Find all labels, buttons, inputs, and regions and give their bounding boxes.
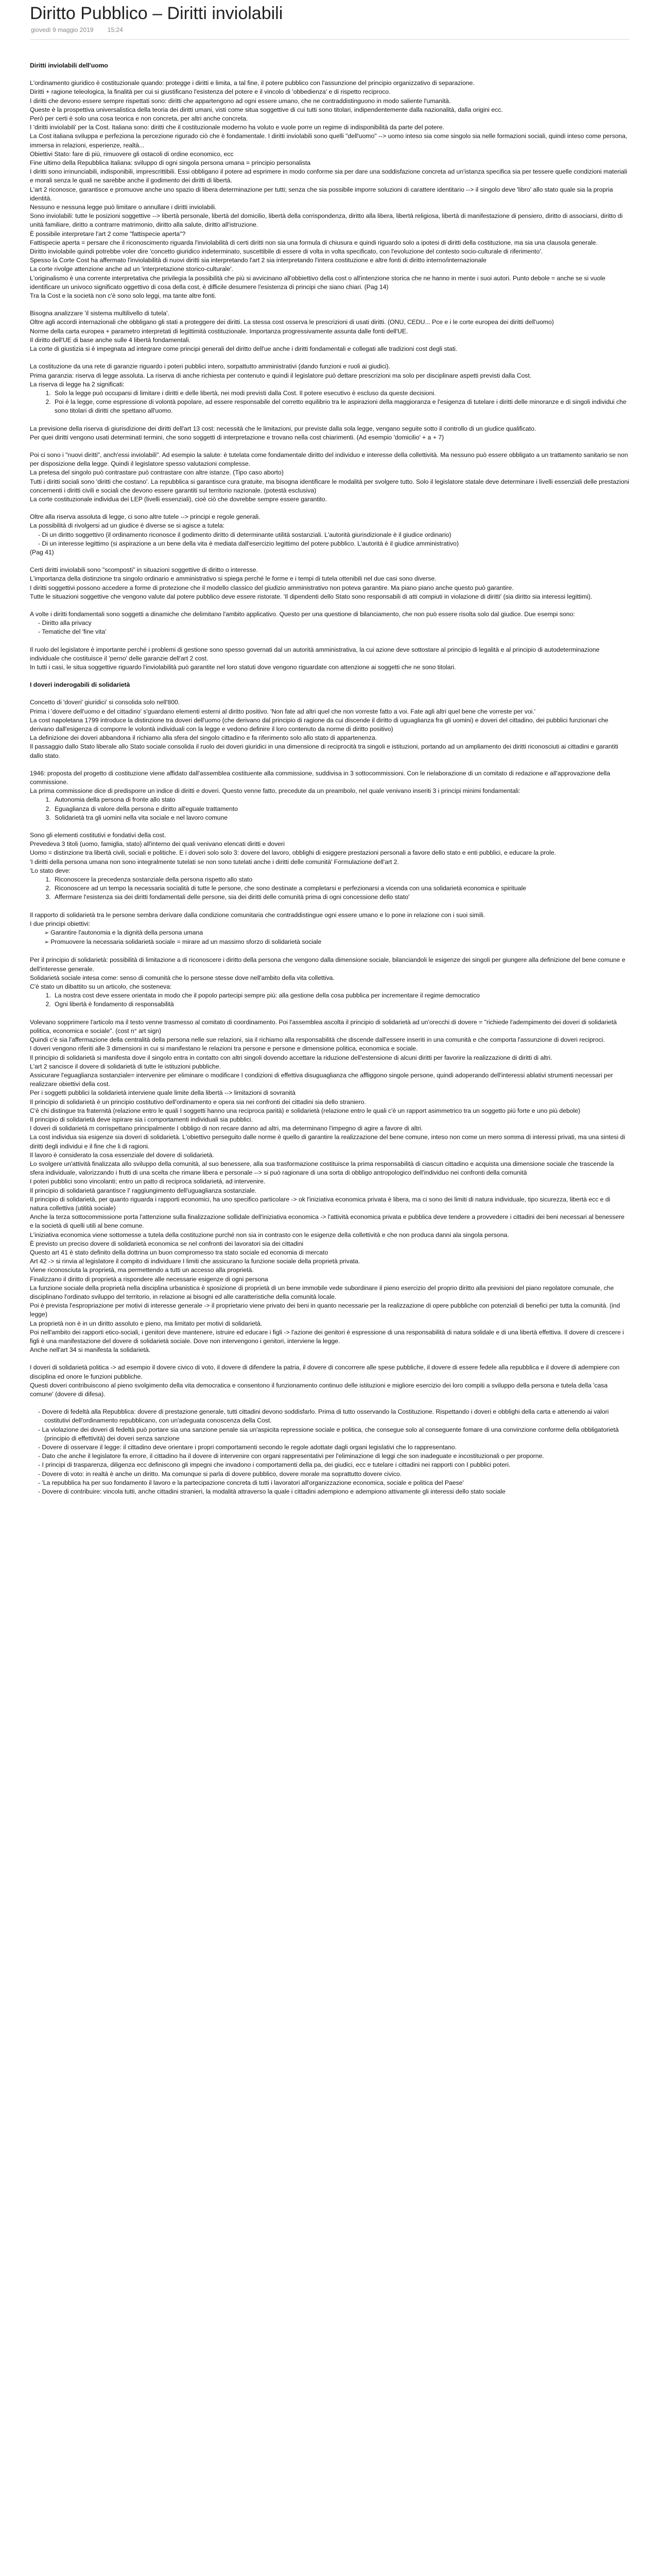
list-item: - Di un diritto soggettivo (il ordinamento riconosce il godimento diritto di determinante utilità sostanziali. L'autorità giurisdizionale è il giudice ordinario) [44,531,629,539]
text-line: Poi è prevista l'espropriazione per motivi di interesse generale -> il proprietario viene privato dei beni in quanto necessarie per la realizzazione di opere pubbliche con potenziali di benefici per tutta la comunità. (ind legge) [30,1302,620,1318]
text-line: La definizione dei doveri abbandona il richiamo alla sfera del singolo cittadino e fa riferimento solo allo stato di appartenenza. [30,734,377,742]
text-line: I doveri vengono riferiti alle 3 dimensioni in cui si manifestano le relazioni tra persone e persone e dimensione politica, economica e sociale. [30,1045,418,1053]
text-line: Però per certi è solo una cosa teorica e non concreta, per altri anche concreta. [30,115,248,123]
text-line: Il ruolo del legislatore è importante perché i problemi di gestione sono spesso governati dal un autorità amministrativa, la cui azione deve sottostare al principio di legalità e al principio di autodeterminazione individuale che costituisce il 'perno' delle garanzie dell'art 2 cost. [30,646,600,662]
text-line: La proprietà non è in un diritto assoluto e pieno, ma limitato per motivi di solidarietà. [30,1319,263,1327]
text-line: Finalizzano il diritto di proprietà a rispondere alle necessarie esigenze di ogni persona [30,1275,268,1283]
text-line: Il rapporto di solidarietà tra le persone sembra derivare dalla condizione comunitaria che contraddistingue ogni essere umano e lo pone in relazione con i suoi simili. [30,911,485,919]
list-item: - La violazione dei doveri di fedeltà può portare sia una sanzione penale sia un'aspicita repressione sociale e politica, che consegue solo al conseguente fomare di una convinzione conforme della obbligatorietà (principio di effettività) dei doveri senza sanzione [44,1426,629,1443]
text-line: Anche nell'art 34 si manifesta la solidarietà. [30,1346,151,1354]
page-date: giovedì 9 maggio 2019 [31,26,94,33]
text-line: I doveri di solidarietà m corrispettano principalmente I obbligo di non recare danno ad altri, ma determinano l'impegno di agire a favore di altri. [30,1125,423,1132]
text-line: Uomo = distinzione tra libertà civili, sociali e politiche. E i doveri solo solo 3: dovere del lavoro, obblighi di esiggere prestazioni personali a favore dello stato e enti pubblici, e educare la prole. [30,849,556,857]
text-line: Obiettivi Stato: fare di più, rimuovere gli ostacoli di ordine economico, ecc [30,150,234,158]
paragraph-situazioni [30,566,629,601]
text-line: Per quei diritti vengono usati determinati termini, che sono soggetti di interpretazione e trovano nella cost chiarimenti. (Ad esempio 'domicilio' + a + 7) [30,433,444,441]
text-line: A volte i diritti fondamentali sono soggetti a dinamiche che delimitano l'ambito applicativo. Questo per una questione di bilanciamento, che non può essere risolta solo dal giudice. Due esempi sono: [30,610,575,618]
text-line: Tutti i diritti sociali sono 'diritti che costano'. La repubblica si garantisce cura gratuite, ma bisogna identificare le modalità per svolgere tutto. Solo il legislatore statale deve determinare i livelli essenziali delle prestazioni concernenti i diritti civili e sociali che devono essere garantiti sul territorio nazionale. (potestà esclusiva) [30,478,629,494]
text-line: L'originalismo è una corrente interpretativa che privilegia la possibilità che più si avvicinano all'obbiettivo della cost o all'intenzione storica che ne hanno in mente i suoi autori. Punto debole = anche se si vuole identificare un univoco significato oggettivo di cosa della cost, è difficile desumere l'esistenza di principi che siano chiari. (Pag 14) [30,274,605,291]
numbered-list [30,875,629,902]
text-line: La corte costituzionale individua dei LEP (livelli essenziali), cioè ciò che dovrebbe sempre essere garantito. [30,495,327,503]
page-time: 15:24 [107,26,123,33]
list-item: - Diritto alla privacy [44,619,629,628]
text-line: L'iniziativa economica viene sottomesse a tutela della costituzione purché non sia in contrasto con le esigenze della collettività e che non produca danni ala singola persona. [30,1231,509,1239]
list-item: 2. Poi è la legge, come espressione di volontà popolare, ad essere responsabile del corretto equilibrio tra le aspirazioni della maggioranza e l'esigenza di tutelare i diritti delle minoranze e di singoli individui che sono titolari di diritti che spettano all'uomo. [53,398,629,415]
list-item: - I principi di trasparenza, diligenza ecc definiscono gli impegni che invadono i comportamenti della pa, dei giudici, ecc e tutelare i cittadini nei rapporti con I pubblici poteri. [44,1461,629,1469]
text-line: Sono inviolabili: tutte le posizioni soggettive --> libertà personale, libertà del domicilio, libertà della corrispondenza, diritto alla libera, libertà religiosa, libertà di manifestazione di pensiero, diritto di associarsi, diritto di unità familiare, diritto a contrarre matrimonio, diritto alla salute, diritto all'istruzione. [30,212,623,229]
section-heading-diritti: Diritti inviolabili dell'uomo [30,62,108,69]
text-line: Il passaggio dallo Stato liberale allo Stato sociale consolida il ruolo dei doveri giuridici in una dimensione di reciprocità tra singoli e istituzioni, portando ad un ampliamento dei diritti riconosciuti ai cittadini e garantiti dallo stato. [30,743,618,759]
list-item: 1. La nostra cost deve essere orientata in modo che il popolo partecipi sempre più: alla gestione della cosa pubblica per incrementare il regime democratico [53,991,629,1000]
list-item: - Dovere di osservare il legge: il cittadino deve orientare i propri comportamenti secondo le regole adottate dagli organi legislativi che lo rappresentano. [44,1443,629,1452]
list-item: ➢ Promuovere la necessaria solidarietà sociale = mirare ad un massimo sforzo di solidarietà sociale [53,938,629,947]
section-heading-doveri: I doveri inderogabili di solidarietà [30,681,130,689]
list-item: - Dovere di voto: in realtà è anche un diritto. Ma comunque si parla di dovere pubblico, dovere morale ma soprattutto dovere civico. [44,1470,629,1479]
text-line: Fattispecie aperta = persare che il riconoscimento riguarda l'inviolabilità di certi diritti non sia una formula di chiusura e quindi riguardo solo a ipotesi di diritti della costituzione, ma sia una clausola generale. [30,239,598,246]
text-line: I 'diritti inviolabili' per la Cost. Italiana sono: diritti che il costituzionale moderno ha voluto e vuole porre un regime di indisponibilità da parte del potere. [30,124,444,131]
text-line: Tra la Cost e la società non c'è sono solo leggi, ma tante altre fonti. [30,292,217,300]
paragraph-nuovi-diritti [30,451,629,504]
text-line: Il principio di solidarietà si manifesta dove il singolo entra in contatto con altri singoli dovendo accettare la riduzione dell'estensione di alcuni diritti per favorire la realizzazione di diritti di altri. [30,1054,552,1061]
text-line: Questi doveri contribuiscono al pieno svolgimento della vita democratica e consentono il funzionamento continuo delle istituzioni e migliore esercizio dei loro compiti a sviluppo della persona e tutela della 'casa comune' (dovere di difesa). [30,1381,608,1398]
dash-list [30,531,629,548]
numbered-list [30,389,629,416]
text-line: La Cost italiana sviluppa e perfeziona la percezione rigurado ciò che è fondamentale. I diritti inviolabili sono quelli "dell'uomo" --> uomo inteso sia come singolo sia nelle formazioni sociali, quindi inteso come persona, immersa in relazioni, esperienze, realtà... [30,132,628,149]
list-item: 1. Autonomia della persona di fronte allo stato [53,795,629,804]
text-line: La pretesa del singolo può contrastare può contrastare con altre istanze. (Tipo caso aborto) [30,469,284,477]
text-line: La corte di giustizia si è impegnata ad integrare come principi generali del diritto dell'ue anche i diritti fondamentali e collegati alle tradizioni cost degli stati. [30,345,458,353]
text-line: La funzione sociale della proprietà nella disciplina urbanistica è sposizione di proprietà di un bene immobile vede subordinare il pieno esercizio del proprio diritto alla previsioni del piano regolatore comunale, che disciplinano l'ordinato sviluppo del territorio, in relazione ai bisogni ed alle caratteristiche della comunità locale. [30,1284,614,1300]
list-item: - Dato che anche il legislatore fa errore, il cittadino ha il dovere di intervenire con organi rappresentativi per l'eliminazione di leggi che son inadeguate e incostituzionali o per proporne. [44,1452,629,1461]
text-line: I doveri di solidarietà politica -> ad esempio il dovere civico di voto, il dovere di difendere la patria, il dovere di concorrere alle spese pubbliche, il dovere di essere fedele alla repubblica e il dovere di adempiere con disciplina ed onore le funzioni pubbliche. [30,1364,620,1380]
text-line: Diritto inviolabile quindi potrebbe voler dire 'concetto giuridico indeterminato, suscettibile di essere di volta in volta specificato, con l'evoluzione del contesto socio-culturale di riferimento'. [30,248,543,256]
text-line: I diritti che devono essere sempre rispettati sono: diritti che appartengono ad ogni essere umano, che ne contraddistinguono in modo saliente l'umanità. [30,97,451,105]
text-line: L'art 2 riconosce, garantisce e promuove anche uno spazio di libera determinazione per tutti; senza che sia possibile imporre soluzioni di carattere identitario --> il singolo deve 'libro' allo stato quale sia la propria identità. [30,185,613,202]
text-line: Norme della carta europea + parametro interpretati di legittimità costituzionale. Importanza progressivamente assunta dalle fonti dell'UE. [30,327,408,335]
text-line: Lo svolgere un'attività finalizzata allo sviluppo della comunità, al suo benessere, alla sua trasformazione costituisce la prima responsabilità di ciascun cittadino e acquista una dimensione sociale che trascende la sfera individuale, valorizzando i frutti di una scelta che rimane libera e personale --> si può ragionare di una sorta di obbligo antropologico dell'individuo nei confronti della comunità [30,1160,614,1177]
text-line: Fine ultimo della Repubblica Italiana: sviluppo di ogni singola persona umana = principio personalista [30,159,311,167]
paragraph-riserva [30,362,629,389]
text-line: Per il principio di solidarietà: possibilità di limitazione a di riconoscere i diritto della persona che vengono dalla dimensione sociale, bilanciandoli le esigenze dei singoli per giungere alla definizione del bene comune e dell'interesse generale. [30,956,626,973]
text-line: La prima commissione dice di predisporre un indice di diritti e doveri. Questo venne fatto, precedute da un preambolo, nel quale venivano inseriti 3 i principi minimi fondamentali: [30,787,521,795]
text-line: Concetto di 'doveri' giuridici' si consolida solo nell'800. [30,699,180,706]
paragraph-legislatore [30,646,629,672]
text-line: Il principio di solidarietà garantisce l' raggiungimento dell'uguaglianza sostanziale. [30,1187,257,1194]
text-line: La cost napoletana 1799 introduce la distinzione tra doveri dell'uomo (che derivano dal principio di ragione da cui discende il diritto di uguaglianza fra gli uomini) e doveri del cittadino, dei pubblici funzionari che derivano dall'esigenza di comporre le volontà individuali con la legge e vedono definire il loro contenuto da norme di diritto positivo) [30,716,609,733]
text-line: Questo art 41 è stato definito della dottrina un buon compromesso tra stato sociale ed economia di mercato [30,1248,328,1256]
list-item: 2. Eguaglianza di valore della persona e diritto all'eguale trattamento [53,805,629,814]
list-item: 2. Ogni libertà è fondamento di responsabilità [53,1000,629,1009]
text-line: Quindi c'è sia l'affermazione della centralità della persona nelle sue relazioni, sia il richiamo alla responsabilità che discende dall'essere inseriti in una comunità e che comporta l'assunzione di doveri reciproci. [30,1036,605,1044]
text-line: Il principio di solidarietà, per quanto riguarda i rapporti economici, ha uno specifico particolare -> ok l'iniziativa economica privata è libera, ma ci sono dei limiti di natura individuale, tipo sicurezza, libertà ecc e di natura collettiva (utilità sociale) [30,1195,611,1212]
text-line: Per i soggetti pubblici la solidarietà interviene quale limite della libertà --> limitazioni di sovranità [30,1089,296,1097]
paragraph-giurisdizione [30,425,629,442]
text-line: Prevedeva 3 titoli (uomo, famiglia, stato) all'interno dei quali venivano elencati diritti e doveri [30,840,285,848]
text-line: Spesso la Corte Cost ha affermato l'inviolabilità di nuovi diritti sia interpretando l'art 2 sia interpretando l'intera costituzione e altre fonti di diritto interno/internazionale [30,257,487,264]
list-item: 3. Solidarietà tra gli uomini nella vita sociale e nel lavoro comune [53,814,629,822]
text-line: Queste è la prospettiva universalistica della teoria dei diritti umani, visti come situa soggettive di cui tutti sono titolari, indipendentemente dalla nazionalità, dalla origini ecc. [30,106,503,113]
text-line: Il principio di solidarietà è un principio costitutivo dell'ordinamento e opera sia nei confronti dei cittadini sia dello straniero. [30,1098,366,1106]
text-line: Bisogna analizzare 'il sistema multilivello di tutela'. [30,310,169,317]
text-line: Poi nell'ambito dei rapporti etico-sociali, i genitori deve mantenere, istruire ed educare i figli -> l'azione dei genitori è espressione di una responsabilità di natura solidale e di una libertà effettiva. Il dovere di crescere i figli è una manifestazione del dovere di solidarietà sociale. Dove non intervengono i genitori, interviene la legge. [30,1328,624,1345]
paragraph-intro [30,79,629,300]
note-content [30,61,629,1496]
text-line: Volevano sopprimere l'articolo ma il testo venne trasmesso al comitato di coordinamento. Poi l'assemblea ascolta il principio di solidarietà ad un'orecchi di dovere = "richiede l'adempimento dei doveri di solidarietà politica, economica e sociale". (cost n° art sign) [30,1018,617,1035]
text-line: Certi diritti inviolabili sono "scomposti" in situazioni soggettive di diritto o interesse. [30,566,258,574]
text-line: È possibile interpretare l'art 2 come "fattispecie aperta"? [30,230,186,238]
paragraph-principi [30,911,629,928]
list-item: - Dovere di contribuire: vincola tutti, anche cittadini stranieri, la modalità attraverso la quale i cittadini adempiono e adempiono attivamente gli interessi dello stato sociale [44,1487,629,1496]
text-line: Assicurare l'eguaglianza sostanziale= intervenire per eliminare o modificare I condizioni di effettiva disuguaglianza che affliggono singole persone, quindi adoperando dell'interessi ablativi strumenti necessari per realizzare obiettivi della cost. [30,1071,613,1088]
dash-list [30,619,629,636]
text-line: L'importanza della distinzione tra singolo ordinario e amministrativo si spiega perché le forme e i tempi di tutela ottenibili nel due casi sono diverse. [30,575,437,583]
text-line: Oltre agli accordi internazionali che obbligano gli stati a proteggere dei diritti. La stessa cost osserva le prescrizioni di usati diritti. (ONU, CEDU... Pce e i le corte europea dei diritti dell'uomo) [30,318,554,326]
text-line: Il diritto dell'UE di base anche sulle 4 libertà fondamentali. [30,336,190,344]
numbered-list [30,795,629,822]
paragraph-solidarieta [30,956,629,991]
text-line: Nessuno e nessuna legge può limitare o annullare i diritti inviolabili. [30,204,217,211]
text-line: Sono gli elementi costitutivi e fondativi della cost. [30,832,166,839]
text-line: La cost individua sia esigenze sia doveri di solidarietà. L'obiettivo perseguito dalle norme è quello di garantire la realizzazione del bene comune, inteso non come un mero somma di interessi privati, ma una sintesi di diritti degli individui e il fine che li di ragioni. [30,1133,626,1150]
list-item: 1. Riconoscere la precedenza sostanziale della persona rispetto allo stato [53,875,629,884]
text-line: 1946: proposta del progetto di costituzione viene affidato dall'assemblea costituente alla commissione, suddivisa in 3 sottocommissioni. Con le rielaborazione di un comitato di redazione e all'approvazione della commissione. [30,769,611,786]
text-line: In tutti i casi, le situa soggettive riguardo l'inviolabilità può garantite nel loro statuti dove vengono riguardate con attenzione ai soggetti che ne sono titolari. [30,663,456,671]
text-line: Il principio di solidarietà deve ispirare sia i comportamenti individuali sia pubblici. [30,1115,253,1123]
text-line: 'I diritti della persona umana non sono integralmente tutelati se non sono tutelati anche i diritti delle comunità' Formulazione dell'art 2. [30,858,399,866]
text-line: Art 42 -> si rinvia al legislatore il compito di individuare I limiti che assicurano la funzione sociale della proprietà privata. [30,1258,360,1265]
text-line: 'Lo stato deve: [30,867,71,874]
text-line: Prima i 'dovere dell'uomo e del cittadino' s'guardano elementi esterni al diritto positivo. 'Non fate ad altri quel che non vorreste fatto a voi. Fate agli altri quel bene che vorreste per voi.' [30,707,536,715]
text-line: La corte rivolge attenzione anche ad un 'interpretazione storico-culturale'. [30,265,233,273]
text-line: I diritti soggettivi possono accedere a forme di protezione che il modello classico del giudizio amministrativo non poteva garantire. Ma piano piano anche questo può garantire. [30,584,514,591]
paragraph-doveri-storia [30,698,629,760]
text-line: Diritti + ragione teleologica, la finalità per cui si giustificano l'esistenza del potere e il vincolo di 'obbedienza' e di rispetto reciproco. [30,88,391,96]
title-divider [30,39,629,40]
text-line: Poi ci sono i "nuovi diritti", anch'essi inviolabili". Ad esempio la salute: è tutelata come fondamentale diritto del individuo e interesse della collettività. Ma nessuno può essere obbligato a un trattamento sanitario se non per disposizione della legge. Quindi il legislatore spesso valutazioni complesse. [30,451,628,468]
paragraph-costituente [30,769,629,796]
text-line: C'è stato un dibattito su un articolo, che sosteneva: [30,983,172,991]
paragraph-doveri-politici [30,1363,629,1399]
text-line: La possibilità di rivolgersi ad un giudice è diverse se si agisce a tutela: [30,522,225,530]
dash-list [30,1408,629,1496]
arrow-list [30,928,629,947]
text-line: L'art 2 sancisce il dovere di solidarietà di tutte le istituzioni pubbliche. [30,1062,221,1070]
paragraph-bilanciamento [30,610,629,619]
text-line: Anche la terza sottocommissione porta l'attenzione sulla finalizzazione sollidale dell'iniziativa economica -> l'attività economica privata e pubblica deve tendere a provvedere i cittadini dei beni necessari al benessere e la società di quelli utili al bene comune. [30,1213,625,1230]
page-title: Diritto Pubblico – Diritti inviolabili [30,4,283,23]
text-line: L'ordinamento giuridico è costituzionale quando: protegge i diritti e limita, a tal fine, il potere pubblico con l'assunzione del principio organizzativo di separazione. [30,79,475,87]
list-item: 3. Affermare l'esistenza sia dei diritti fondamentali delle persone, sia dei diritti delle comunità prima di ogni concessione dello stato' [53,893,629,902]
text-line: I due principi obiettivi: [30,920,91,927]
text-line: Il lavoro è considerato la cosa essenziale del dovere di solidarietà. [30,1151,214,1159]
text-line: Prima garanzia: riserva di legge assoluta. La riserva di anche richiesta per contenuto e quindi il legislatore può dettare prescrizioni ma solo per disciplinare aspetti previsti dalla Cost. [30,371,532,379]
list-item: - Tematiche del 'fine vita' [44,628,629,636]
text-line: La costituzione da una rete di garanzie riguardo i poteri pubblici intero, sorpattutto amministrativi (dando funzioni e ruoli ai giudici). [30,363,390,370]
text-line: La riserva di legge ha 2 significati: [30,380,125,388]
paragraph-titoli [30,831,629,875]
text-line: I poteri pubblici sono vincolanti; entro un patto di reciproca solidarietà, ad intervenire. [30,1178,266,1185]
paragraph-solidarieta-dettaglio [30,1018,629,1355]
text-line: Solidarietà sociale intesa come: senso di comunità che lo persone stesse dove nell'ambito della vita collettiva. [30,974,335,981]
numbered-list [30,991,629,1009]
text-line: Viene riconosciuta la proprietà, ma permettendo a tutti un accesso alla proprietà. [30,1266,254,1274]
text-line: Oltre alla riserva assoluta di legge, ci sono altre tutele --> principi e regole generali. [30,513,261,521]
list-item: ➢ Garantire l'autonomia e la dignità della persona umana [53,928,629,938]
page-reference: (Pag 41) [30,548,54,556]
list-item: 2. Riconoscere ad un tempo la necessaria socialità di tutte le persone, che sono destinate a completarsi e perfezionarsi a vicenda con una solidarietà economica e spirituale [53,884,629,893]
paragraph-tutele [30,513,629,530]
text-line: Tutte le situazioni soggettive che vengono valute dal potere pubblico deve essere ristorate. 'Il dipendenti dello Stato sono responsabili di atti compiuti in violazione di diritti' (sia diritto sia interessi legittimi). [30,592,593,600]
page-meta [31,26,629,34]
list-item: - Di un interesse legittimo (si aspirazione a un bene della vita è mediata dall'esercizio legittimo del potere pubblico. L'autorità è il giudice amministrativo) [44,539,629,548]
text-line: C'è chi distingue tra fraternità (relazione entro le quali I soggetti hanno una reciproca parità) e solidarietà (relazione entro le quali c'è un rapport asimmetrico tra un soggetto più forte e uno più debole) [30,1107,580,1114]
paragraph-multilivello [30,309,629,353]
text-line: I diritti sono irrinunciabili, indisponibili, imprescrittibili. Essi obbligano il potere ad esprimere in modo conforme sia per dare una soddisfazione concreta ad un'istanza specifica sia per tessere quelle condizioni materiali e morali senza le quali ne sarebbe anche il godimento dei diritti di libertà. [30,168,628,184]
text-line: È previsto un preciso dovere di solidarietà economica se nel confronti dei lavoratori sia dei cittadini [30,1240,304,1247]
list-item: - 'La repubblica ha per suo fondamento il lavoro e la partecipazione concreta di tutti i lavoratori all'organizzazione economica, sociale e politica del Paese' [44,1479,629,1487]
list-item: 1. Solo la legge può occuparsi di limitare i diritti e delle libertà, nei modi previsti dalla Cost. Il potere esecutivo è escluso da queste decisioni. [53,389,629,398]
text-line: La previsione della riserva di giurisdizione dei diritti dell'art 13 cost: necessità che le limitazioni, pur previste dalla sola legge, vengano seguite sotto il controllo di un giudice qualificato. [30,425,536,432]
list-item: - Dovere di fedeltà alla Repubblica: dovere di prestazione generale, tutti cittadini devono soddisfarlo. Prima di tutto osservando la Costituzione. Rispettando i doveri e obblighi della carta e attenendo ai valori costitutivi dell'ordinamento repubblicano, con un'adeguata conoscenza della Cost. [44,1408,629,1425]
